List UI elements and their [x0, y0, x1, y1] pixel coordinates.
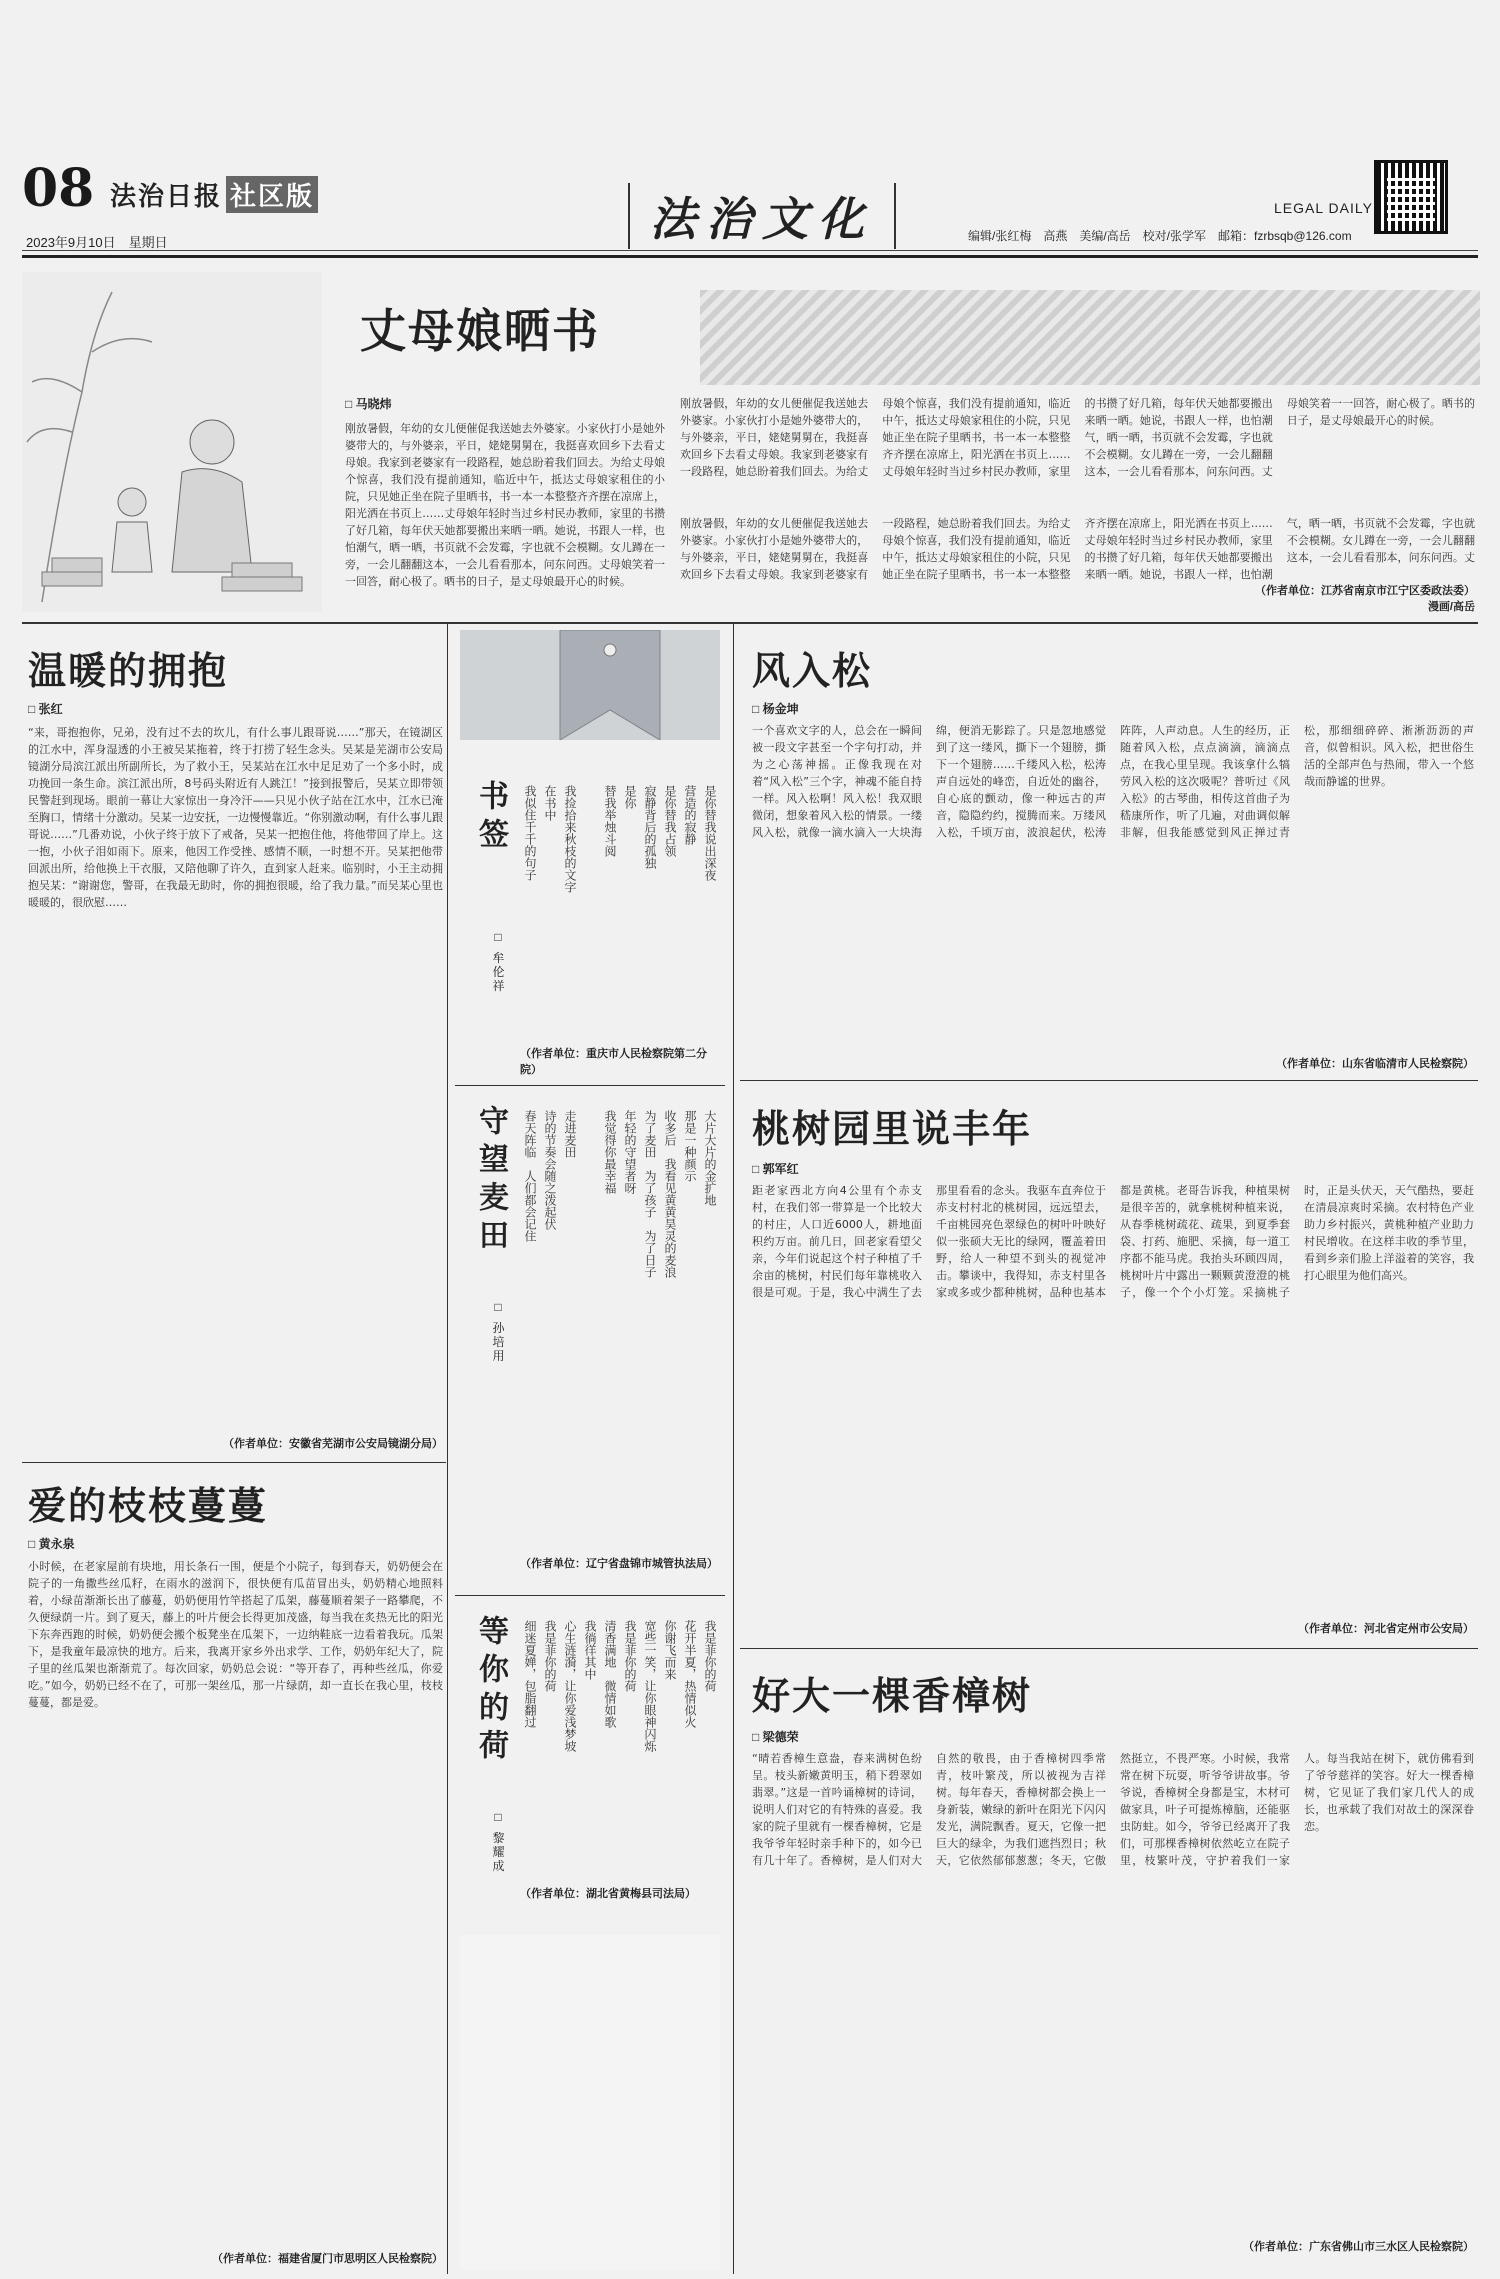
article-body-cont2: 刚放暑假，年幼的女儿便催促我送她去外婆家。小家伙打小是她外婆带大的，与外婆亲，平日，姥姥舅舅在，我挺喜欢回乡下去看丈母娘。我家到老婆家有一段路程，她总盼着我们回去。为给丈母娘个惊喜，我们没有提前通知，临近中午，抵达丈母娘家租住的小院，只见她正坐在院子里晒书，书一本一本整整齐齐摆在凉席上，阳光洒在书页上……丈母娘年轻时当过乡村民办教师，家里的书攒了好几箱，每年伏天她都要搬出来晒一晒。她说，书跟人一样，也怕潮气，晒一晒，书页就不会发霉，字也就不会模糊。女儿蹲在一旁，一会儿翻翻这本，一会儿看看那本，问东问西。丈	[680, 517, 1475, 581]
poem-text: 大片大片的金扩地 那是一种颜示 收多后 我看见黄黄昊灵的麦浪 为了麦田 为了孩子 为了日子 年轻的守望者呀 我觉得你最幸福 走进麦田 诗的节奏会随之泼起伏 春天阵临 人们都会记住	[523, 1110, 717, 1278]
paper-name	[110, 176, 318, 213]
bookmark-illustration	[460, 630, 720, 740]
bookmark-icon	[460, 630, 720, 740]
poem-author: □ 孙培用	[491, 1300, 505, 1364]
article-body: 距老家西北方向4公里有个赤支村，在我们邻一带算是一个比较大的村庄，人口近6000人，耕地面积约万亩。前几日，回老家看望父亲，今年们说起这个村子种植了千余亩的桃树，村民们每年靠桃收入很是可观。于是，我心中满生了去那里看看的念头。我驱车直奔位于赤支村村北的桃树园，远远望去，千亩桃园亮色翠绿色的树叶叶映好似一张硕大无比的绿网，覆盖着田野，给人一种望不到头的视觉冲击。攀谈中，我得知，赤支村里各家或多或少都种桃树，品种也基本都是黄桃。老哥告诉我，种植果树是很辛苦的，就拿桃树种植来说，从春季桃树疏花、疏果，到夏季套袋、打药、施肥、采摘，每一道工序都不能马虎。我抬头环顾四周，桃树叶片中露出一颗颗黄澄澄的桃子，像一个个小灯笼。采摘桃子时，正是头伏天，天气酷热，要赶在清晨凉爽时采摘。农村特色产业助力乡村振兴，黄桃种植产业助力村民增收。在这样丰收的季节里，看到乡亲们脸上洋溢着的笑容，我打心眼里为他们高兴。	[752, 1184, 1474, 1299]
poem-space	[460, 1935, 720, 2270]
author-unit: （作者单位：重庆市人民检察院第二分院）	[520, 1048, 707, 1076]
section-divider	[22, 622, 1478, 624]
article-body: “来，哥抱抱你，兄弟，没有过不去的坎儿，有什么事儿跟哥说……”那天，在镜湖区的江水中，浑身湿透的小王被吴某拖着，终于打捞了轻生念头。吴某是芜湖市公安局镜湖分局滨江派出所副所长，为了救小王，吴某站在江水中足足劝了一个多小时，成功挽回一条生命。滨江派出所，8号码头附近有人跳江！”接到报警后，吴某立即带领民警赶到现场。眼前一幕让大家惊出一身冷汗——只见小伙子站在江水中，江水已淹至胸口，情绪十分激动。吴某一边安抚，一边慢慢靠近。“你别激动啊，有什么事儿跟哥说……”几番劝说，小伙子终于放下了戒备，吴某一把抱住他，将他带回了岸上。这一抱，小伙子泪如雨下。原来，他因工作受挫、感情不顺，一时想不开。吴某把他带回派出所，给他换上干衣服，又陪他聊了许久，直到家人赶来。临别时，小王主动拥抱吴某：“谢谢您，警哥，在我最无助时，你的拥抱很暖，给了我力量。”而吴某心里也暖暖的，很欣慰……	[28, 726, 443, 909]
article-body: 小时候，在老家屋前有块地，用长条石一围，便是个小院子，每到春天，奶奶便会在院子的一角撒些丝瓜籽，在雨水的滋润下，很快便有瓜苗冒出头，奶奶精心地照料着，小绿苗渐渐长出了藤蔓，奶奶便用竹竿搭起了瓜架，藤蔓顺着架子一路攀爬，不久便绿荫一片。到了夏天，藤上的叶片便会长得更加茂盛，每当我在炙热无比的阳光下东奔西跑的时候，奶奶便会搬个板凳坐在瓜架下，一边纳鞋底一边看着我玩。瓜架下，是我童年最凉快的地方。后来，我离开家乡外出求学、工作，奶奶年纪大了，院子里的丝瓜架也渐渐荒了。每次回家，奶奶总会说：“等开春了，再种些丝瓜，你爱吃。”如今，奶奶已经不在了，可那一架丝瓜，那一片绿荫，却一直长在我心里，枝枝蔓蔓，都是爱。	[28, 1560, 443, 1709]
author-unit: （作者单位：河北省定州市公安局）	[1298, 1623, 1474, 1635]
article-byline: □ 郭军红	[752, 1162, 799, 1176]
poem-author: □ 黎耀成	[491, 1810, 505, 1874]
article-byline: □ 杨金坤	[752, 702, 799, 716]
masthead-rule	[22, 250, 1478, 251]
cartoon-credit: 漫画/高岳	[1427, 601, 1475, 613]
legal-daily-label: LEGAL DAILY	[1274, 200, 1373, 216]
article-body-cont: 刚放暑假，年幼的女儿便催促我送她去外婆家。小家伙打小是她外婆带大的，与外婆亲，平日，姥姥舅舅在，我挺喜欢回乡下去看丈母娘。我家到老婆家有一段路程，她总盼着我们回去。为给丈母娘个惊喜，我们没有提前通知，临近中午，抵达丈母娘家租住的小院，只见她正坐在院子里晒书，书一本一本整整齐齐摆在凉席上，阳光洒在书页上……丈母娘年轻时当过乡村民办教师，家里的书攒了好几箱，每年伏天她都要搬出来晒一晒。她说，书跟人一样，也怕潮气，晒一晒，书页就不会发霉，字也就不会模糊。女儿蹲在一旁，一会儿翻翻这本，一会儿看看那本，问东问西。丈母娘笑着一一回答，耐心极了。晒书的日子，是丈母娘最开心的时候。	[680, 397, 1475, 478]
books-pattern	[700, 290, 1480, 385]
qr-code-icon	[1374, 160, 1448, 234]
article-byline: □ 马晓炜	[345, 397, 392, 411]
article-title: 风入松	[752, 648, 873, 693]
author-unit: （作者单位：福建省厦门市思明区人民检察院）	[212, 2253, 443, 2265]
issue-date: 2023年9月10日 星期日	[26, 235, 168, 250]
article-title: 桃树园里说丰年	[752, 1106, 1033, 1151]
article-body: 一个喜欢文字的人，总会在一瞬间被一段文字甚至一个字句打动，并为之心荡神摇。正像我现在对着“风入松”三个字，神魂不能自持一样。风入松啊！风入松！我双眼微闭，想象着风入松的情景。一缕风入松，就像一滴水滴入一大块海绵，便消无影踪了。只是忽地感觉到了这一缕风，撕下一个翅膀，撕下一个翅膀……千缕风入松，松涛声自远处的峰峦，自近处的幽谷，自心底的颤动，像一种远古的声音，隐隐约约，搅腾而来。万缕风入松，千顷万亩，波浪起伏，松涛阵阵，人声动息。人生的经历，正随着风入松，点点滴滴，滴滴点点，在我心里呈现。我该拿什么犒劳风入松的这次吸呢？普听过《风入松》的古琴曲，相传这首曲子为嵇康所作，听了几遍，对曲调似解非解，但我能感觉到风正掸过青松，那细细碎碎、淅淅沥沥的声音，似曾相识。风入松，把世俗生活的全部声色与热闹，带入一个悠哉而静谧的世界。	[752, 724, 1474, 839]
article-body: “晴若香樟生意盎，春来满树色纷呈。枝头新嫩黄明玉，稍下碧翠如翡翠。”这是一首吟诵樟树的诗词，说明人们对它的有特殊的喜爱。我家的院子里就有一棵香樟树，它是我爷爷年轻时亲手种下的，如今已有几十年了。香樟树，是人们对大自然的敬畏，由于香樟树四季常青，枝叶繁茂，所以被视为吉祥树。每年春天，香樟树都会换上一身新装，嫩绿的新叶在阳光下闪闪发光，满院飘香。夏天，它像一把巨大的绿伞，为我们遮挡烈日；秋天，它依然郁郁葱葱；冬天，它傲然挺立，不畏严寒。小时候，我常常在树下玩耍，听爷爷讲故事。爷爷说，香樟树全身都是宝，木材可做家具，叶子可提炼樟脑，还能驱虫防蛀。如今，爷爷已经离开了我们，可那棵香樟树依然屹立在院子里，枝繁叶茂，守护着我们一家人。每当我站在树下，就仿佛看到了爷爷慈祥的笑容。好大一棵香樟树，它见证了我们家几代人的成长，也承载了我们对故土的深深眷恋。	[752, 1752, 1474, 1867]
page-number: 08	[22, 158, 95, 219]
editor-credits: 编辑/张红梅 高燕 美编/高岳 校对/张学军 邮箱：fzrbsqb@126.com	[968, 229, 1352, 243]
author-unit: （作者单位：山东省临清市人民检察院）	[1276, 1058, 1474, 1070]
poem-divider	[455, 1595, 725, 1596]
poem-text: 是你替我说出深夜 营造的寂静 是你替我占领 寂静背后的孤独 是你 替我举烛斗阅 我捡拾来秋枝的文字 在书中 我似住千千的句子	[523, 785, 717, 893]
poem-author: □ 牟伦祥	[491, 930, 505, 994]
section-divider	[22, 1462, 446, 1463]
poem-title: 等你的荷	[473, 1615, 508, 1767]
article-title: 丈母娘晒书	[360, 304, 600, 358]
section-title: 法治文化	[628, 183, 896, 249]
author-unit: （作者单位：广东省佛山市三水区人民检察院）	[1243, 2241, 1474, 2253]
edition-badge: 社区版	[226, 176, 318, 213]
paper-title: 法治日报	[110, 182, 223, 212]
author-unit: （作者单位：湖北省黄梅县司法局）	[520, 1888, 696, 1900]
article-title: 好大一棵香樟树	[752, 1673, 1033, 1718]
poem-text: 我是菲你的荷 花开半夏，热情似火 你谢飞而来 宽些一笑，让你眼神闪烁 我是菲你的荷 清香满地 微情如歌 我徜徉其中 心生涟漪，让你爱浅梦坡 我是菲你的荷 细迷夏婵，包脂翻过	[523, 1620, 717, 1752]
column-divider	[733, 624, 734, 2274]
article-title: 爱的枝枝蔓蔓	[28, 1483, 269, 1528]
cartoon-illustration	[22, 272, 322, 612]
section-divider	[740, 1648, 1478, 1649]
article-byline: □ 黄永泉	[28, 1537, 75, 1551]
book-header-image	[700, 290, 1480, 385]
article-byline: □ 张红	[28, 702, 63, 716]
masthead-rule-thick	[22, 255, 1478, 258]
column-divider	[447, 624, 448, 2274]
author-unit: （作者单位：安徽省芜湖市公安局镜湖分局）	[223, 1438, 443, 1450]
poem-title: 书签	[473, 780, 508, 856]
author-unit: （作者单位：辽宁省盘锦市城管执法局）	[520, 1558, 718, 1570]
grandma-reading-illustration	[22, 272, 322, 612]
author-unit: （作者单位：江苏省南京市江宁区委政法委）	[1255, 585, 1475, 597]
article-title: 温暖的拥抱	[28, 648, 229, 693]
poem-divider	[455, 1085, 725, 1086]
section-divider	[740, 1080, 1478, 1081]
article-body: 刚放暑假，年幼的女儿便催促我送她去外婆家。小家伙打小是她外婆带大的，与外婆亲，平日，姥姥舅舅在，我挺喜欢回乡下去看丈母娘。我家到老婆家有一段路程，她总盼着我们回去。为给丈母娘个惊喜，我们没有提前通知，临近中午，抵达丈母娘家租住的小院，只见她正坐在院子里晒书，书一本一本整整齐齐摆在凉席上，阳光洒在书页上……丈母娘年轻时当过乡村民办教师，家里的书攒了好几箱，每年伏天她都要搬出来晒一晒。她说，书跟人一样，也怕潮气，晒一晒，书页就不会发霉，字也就不会模糊。女儿蹲在一旁，一会儿翻翻这本，一会儿看看那本，问东问西。丈母娘笑着一一回答，耐心极了。晒书的日子，是丈母娘最开心的时候。	[345, 422, 665, 588]
article-byline: □ 梁德荣	[752, 1730, 799, 1744]
poem-title: 守望麦田	[473, 1105, 508, 1257]
